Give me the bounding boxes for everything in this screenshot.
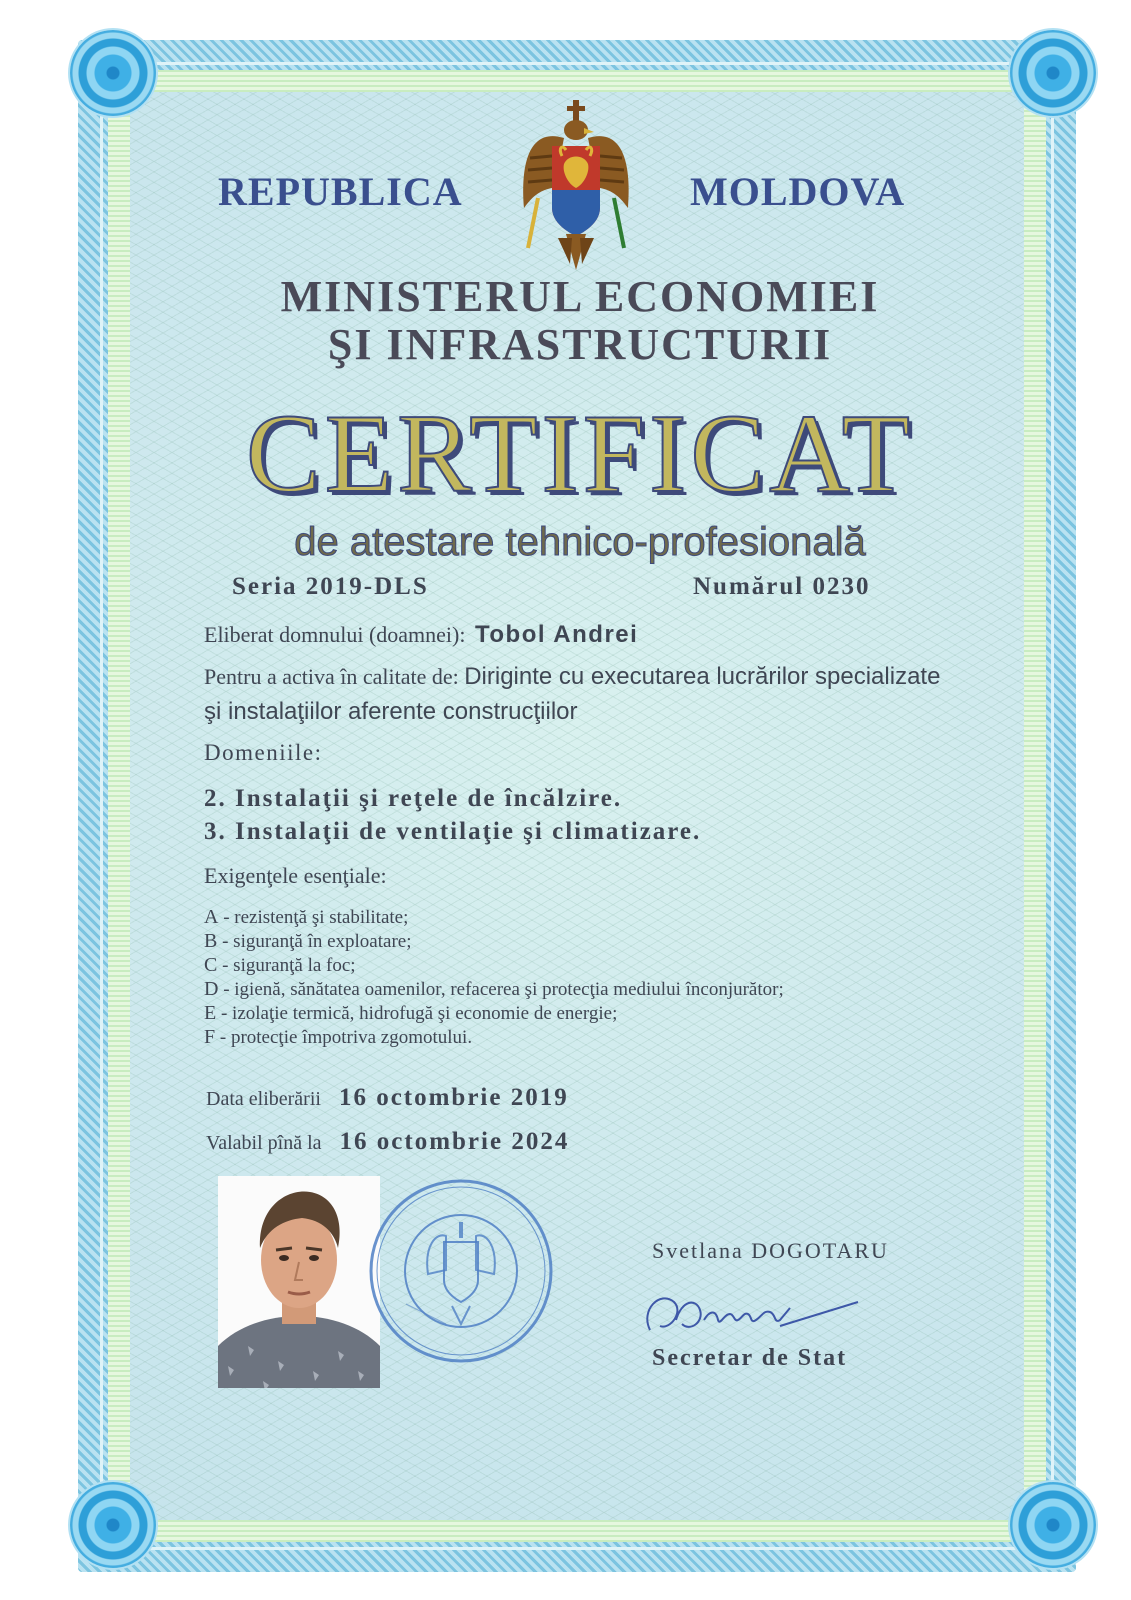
corner-rosette-icon: [1010, 30, 1096, 116]
requirement-letter: A: [204, 906, 219, 928]
requirements-label: Exigenţele esenţiale:: [204, 863, 387, 888]
issue-date-label: Data eliberării: [206, 1088, 321, 1110]
requirement-text: - siguranţă în exploatare;: [217, 931, 412, 952]
requirement-letter: B: [204, 930, 218, 952]
coat-of-arms-icon: [512, 98, 642, 274]
requirement-text: - protecţie împotriva zgomotului.: [215, 1027, 473, 1048]
requirement-letter: D: [204, 978, 219, 1000]
domain-item: 3. Instalaţii de ventilaţie şi climatizare.: [204, 818, 702, 845]
valid-until-row: [206, 1128, 569, 1156]
requirement-text: - izolaţie termică, hidrofugă şi economie de energie;: [216, 1003, 618, 1024]
requirement-text: - igienă, sănătatea oamenilor, refacerea şi protecţia mediului înconjurător;: [218, 979, 784, 1000]
requirement-letter: C: [204, 954, 218, 976]
requirement-letter: E: [204, 1002, 217, 1024]
ministry-name-line2: ŞI INFRASTRUCTURII: [327, 320, 833, 369]
issued-to-row: [204, 621, 638, 649]
certificate-number: Numărul 0230: [693, 573, 871, 600]
requirement-item: [204, 1002, 617, 1025]
ministry-name-line1: MINISTERUL ECONOMIEI: [280, 272, 880, 321]
valid-until-value: 16 octombrie 2024: [339, 1128, 570, 1155]
activity-value-line2: şi instalaţiilor aferente construcţiilor: [204, 698, 578, 725]
corner-rosette-icon: [1010, 1482, 1096, 1568]
activity-label: Pentru a activa în calitate de:: [204, 664, 459, 689]
activity-row: [204, 663, 940, 691]
header-country-left: REPUBLICA: [218, 169, 463, 214]
signatory-name: Svetlana DOGOTARU: [652, 1238, 889, 1263]
certificate-series: Seria 2019-DLS: [232, 573, 429, 600]
portrait-icon: [218, 1176, 380, 1388]
requirement-item: [204, 978, 784, 1001]
handwritten-signature: [630, 1280, 860, 1350]
certificate-title: CERTIFICAT: [246, 392, 914, 516]
header-country-right: MOLDOVA: [690, 169, 906, 214]
corner-rosette-icon: [70, 1482, 156, 1568]
activity-value-line1: Diriginte cu executarea lucrărilor specializate: [464, 663, 941, 690]
requirement-item: [204, 930, 412, 953]
signatory-role: Secretar de Stat: [652, 1345, 848, 1371]
holder-name: Tobol Andrei: [475, 621, 639, 648]
requirement-item: [204, 1026, 472, 1049]
requirement-text: - siguranţă la foc;: [217, 955, 356, 976]
domain-item: 2. Instalaţii şi reţele de încălzire.: [204, 785, 623, 812]
issued-to-label: Eliberat domnului (doamnei):: [204, 622, 466, 647]
official-stamp-icon: [366, 1176, 556, 1366]
requirement-item: [204, 906, 408, 929]
requirement-item: [204, 954, 356, 977]
certificate-subtitle: de atestare tehnico-profesională: [294, 520, 866, 564]
valid-until-label: Valabil pînă la: [206, 1132, 322, 1154]
requirement-letter: F: [204, 1026, 216, 1048]
corner-rosette-icon: [70, 30, 156, 116]
domains-label: Domeniile:: [204, 740, 323, 765]
issue-date-value: 16 octombrie 2019: [338, 1084, 569, 1111]
requirement-text: - rezistenţă şi stabilitate;: [218, 907, 409, 928]
holder-photo: [218, 1176, 380, 1388]
issue-date-row: [206, 1084, 569, 1112]
